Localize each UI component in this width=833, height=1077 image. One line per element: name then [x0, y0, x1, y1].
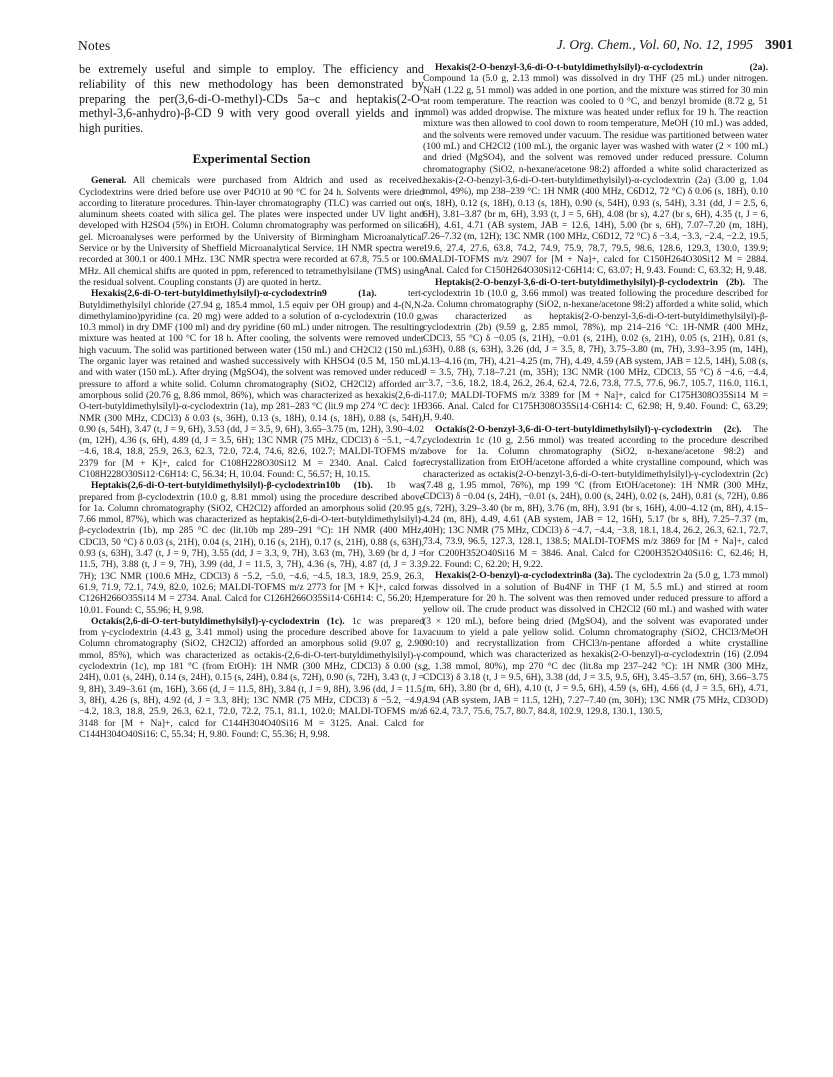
procedure-2a: [423, 62, 768, 277]
page-number: 3901: [765, 38, 793, 53]
procedure-1b-body: 1b was prepared from β-cyclodextrin (10.0 g, 8.81 mmol) using the procedure described above for 1a. Column chromatography (SiO2, CH2Cl2) afforded an amorphous solid (20.95 g, 7.66 mmol, 87%), which was characterized as heptakis(2,6-di-O-tert-butyldimethylsilyl)-β-cyclodextrin (1b), mp 285 °C dec (lit.10b mp 289–291 °C): 1H NMR (400 MHz, CDCl3, 50 °C) δ 0.03 (s, 21H), 0.04 (s, 21H), 0.16 (s, 21H), 0.17 (s, 21H), 0.88 (s, 63H), 0.93 (s, 63H), 3.47 (t, J = 9, 7H), 3.55 (dd, J = 3.3, 9, 7H), 3.63 (m, 7H), 3.69 (br d, J = 11.5, 7H), 3.88 (t, J = 9, 7H), 3.99 (dd, J = 11.5, 3, 7H), 4.36 (s, 7H), 4.87 (d, J = 3.3, 7H); 13C NMR (100.6 MHz, CDCl3) δ −5.2, −5.0, −4.6, −4.5, 18.3, 18.9, 25.9, 26.3, 61.9, 71.9, 72.1, 74.9, 82.0, 102.6; MALDI-TOFMS m/z 2773 for [M + K]+, calcd for C126H266O35Si14 M = 2734. Anal. Calcd for C126H266O35Si14·C6H14: C, 56.20; H, 10.01. Found: C, 55.96; H, 9.98.: [79, 480, 424, 616]
procedure-2a-title: Hexakis(2-O-benzyl-3,6-di-O-t-butyldimethylsilyl)-α-cyclodextrin (2a).: [435, 62, 768, 73]
procedure-2b-title: Heptakis(2-O-benzyl-3,6-di-O-tert-butyldimethylsilyl)-β-cyclodextrin (2b).: [435, 276, 746, 288]
running-head-journal: [557, 37, 793, 54]
procedure-2b: [423, 277, 768, 424]
general-run-in-title: General.: [91, 175, 127, 187]
procedure-1b-title: Heptakis(2,6-di-O-tert-butyldimethylsilyl)-β-cyclodextrin10b (1b).: [91, 480, 373, 492]
procedure-2b-body: The cyclodextrin 1b (10.0 g, 3.66 mmol) was treated following the procedure described for 2a. Column chromatography (SiO2, n-hexane/acetone 98:2) afforded a white solid, which was characterized as heptakis(2-O-benzyl-3,6-di-O-tert-butyldimethylsilyl)-β-cyclodextrin (2b) (9.59 g, 2.85 mmol, 78%), mp 214–216 °C: 1H-NMR (400 MHz, CDCl3, 55 °C) δ −0.05 (s, 21H), −0.01 (s, 21H), 0.02 (s, 21H), 0.05 (s, 21H), 0.81 (s, 63H), 0.88 (s, 63H), 3.26 (dd, J = 3.5, 8, 7H), 3.75–3.80 (m, 7H), 3.93–3.95 (m, 14H), 4.13–4.16 (m, 7H), 4.21–4.25 (m, 7H), 4.49, 4.59 (AB system, JAB = 12.5, 14H), 5.08 (s, J = 3.5, 7H), 7.18–7.21 (m, 35H); 13C NMR (100 MHz, CDCl3, 55 °C) δ −4.6, −4.4, −3.7, −3.6, 18.2, 18.4, 26.2, 26.4, 62.4, 72.6, 73.8, 77.5, 77.6, 96.7, 105.7, 116.0, 116.1, 117.0; MALDI-TOFMS m/z 3389 for [M + Na]+, calcd for C175H308O35Si14 M = 3366. Anal. Calcd for C175H308O35Si14·C6H14: C, 62.98; H, 9.40. Found: C, 63.29; H, 9.40.: [423, 276, 768, 424]
procedure-2a-body: Compound 1a (5.0 g, 2.13 mmol) was dissolved in dry THF (25 mL) under nitrogen. NaH (1.22 g, 51 mmol) was added in one portion, and the mixture was stirred for 30 min at room temperature. The reaction was cooled to 0 °C, and benzyl bromide (8.72 g, 51 mmol) was added dropwise. The mixture was heated under reflux for 19 h. The reaction mixture was then allowed to cool down to room temperature, MeOH (10 mL) was added, and the solvents were removed under vacuum. The residue was partitioned between water (100 mL) and CH2Cl2 (100 mL), the organic layer was washed with water (2 × 100 mL) and dried (MgSO4), and the solvent was removed under reduced pressure. Column chromatography (SiO2, n-hexane/acetone 98:2) afforded a white solid characterized as hexakis-(2-O-benzyl-3,6-di-O-tert-butyldimethylsilyl)-α-cyclodextrin (2a) (3.00 g, 1.04 mmol, 49%), mp 238–239 °C: 1H NMR (400 MHz, C6D12, 72 °C) δ 0.06 (s, 18H), 0.10 (s, 18H), 0.12 (s, 18H), 0.13 (s, 18H), 0.90 (s, 54H), 0.93 (s, 54H), 3.31 (dd, J = 2.5, 6, 6H), 3.81–3.87 (br m, 6H), 3.93 (t, J = 5, 6H), 4.08 (br s), 4.27 (br s, 6H), 4.35 (t, J = 6, 6H), 4.61, 4.71 (AB system, JAB = 12.6, 14H), 5.00 (br s, 6H), 7.07–7.20 (m, 18H), 7.26–7.32 (m, 12H); 13C NMR (100 MHz, C6D12, 72 °C) δ −3.4, −3.3, −2.4, −2.2, 19.5, 19.6, 27.4, 27.6, 63.8, 74.2, 74.9, 75.9, 78.7, 79.5, 98.6, 128.6, 129.3, 130.0, 139.9; MALDI-TOFMS m/z 2907 for [M + Na]+, calcd for C150H264O30Si12 M = 2884. Anal. Calcd for C150H264O30Si12·C6H14: C, 63.07; H, 9.43. Found: C, 63.32; H, 9.48.: [423, 73, 768, 277]
procedure-2c-body: The cyclodextrin 1c (10 g, 2.56 mmol) was treated according to the procedure described above for 1a. Column chromatography (SiO2, n-hexane/acetone 98:2) and recrystallization from EtOH/acetone afforded a white crystalline compound, which was characterized as octakis(2-O-benzyl-3,6-di-O-tert-butyldimethylsilyl)-γ-cyclodextrin (2c) (7.48 g, 1.95 mmol, 76%), mp 199 °C (from EtOH/acetone): 1H NMR (300 MHz, CDCl3) δ −0.04 (s, 24H), −0.01 (s, 24H), 0.00 (s, 24H), 0.02 (s, 24H), 0.81 (s, 72H), 0.86 (s, 72H), 3.29–3.40 (br m, 8H), 3.76 (m, 8H), 3.91 (br s, 16H), 4.00–4.12 (m, 8H), 4.15–4.24 (m, 8H), 4.49, 4.61 (AB system, JAB = 12, 16H), 5.17 (br s, 8H), 7.25–7.37 (m, 40H); 13C NMR (75 MHz, CDCl3) δ −4.7, −4.4, −3.8, 18.1, 18.4, 26.2, 26.3, 62.1, 72.7, 73.4, 73.9, 96.5, 127.3, 128.1, 138.5; MALDI-TOFMS m/z 3869 for [M + Na]+, calcd for C200H352O40Si16 M = 3846. Anal. Calcd for C200H352O40Si16: C, 62.46; H, 9.22. Found: C, 62.20; H, 9.22.: [423, 423, 768, 571]
procedure-1a-title: Hexakis(2,6-di-O-tert-butyldimethylsilyl)-α-cyclodextrin9 (1a).: [91, 288, 377, 300]
procedure-1c-body: 1c was prepared from γ-cyclodextrin (4.43 g, 3.41 mmol) using the procedure described above for 1a. Column chromatography (SiO2, CH2Cl2) afforded an amorphous solid (9.07 g, 2.90 mmol, 85%), which was characterized as octakis-(2,6-di-O-tert-butyldimethylsilyl)-γ-cyclodextrin (1c), mp 181 °C (from EtOH): 1H NMR (300 MHz, CDCl3) δ 0.00 (s, 24H), 0.01 (s, 24H), 0.14 (s, 24H), 0.15 (s, 24H), 0.84 (s, 72H), 0.90 (s, 72H), 3.43 (t, J = 9, 8H), 3.49–3.61 (m, 16H), 3.66 (d, J = 11.5, 8H), 3.84 (t, J = 9, 8H), 3.96 (dd, J = 11.5, 3, 8H), 4.26 (s, 8H), 4.92 (d, J = 3.3, 8H); 13C NMR (75 MHz, CDCl3) δ −5.2, −4.9, −4.2, 18.3, 18.8, 25.9, 26.3, 62.1, 72.0, 72.2, 75.1, 81.1, 102.0; MALDI-TOFMS m/z 3148 for [M + Na]+, calcd for C144H304O40Si16 M = 3125. Anal. Calcd for C144H304O40Si16: C, 55.34; H, 9.80. Found: C, 55.36; H, 9.98.: [79, 615, 424, 740]
procedure-1a: [79, 288, 424, 480]
procedure-3a-body: The cyclodextrin 2a (5.0 g, 1.73 mmol) was dissolved in a solution of Bu4NF in THF (1 M, 5.5 mL) and stirred at room temperature for 20 h. The solvent was then removed under reduced pressure to afford a yellow oil. The crude product was dissolved in CH2Cl2 (60 mL) and washed with water (3 × 120 mL), before being dried (MgSO4), and the solvent was evaporated under vacuum to yield a pale yellow solid. Column chromatography (SiO2, CHCl3/MeOH 90:10) and recrystallization from CHCl3/n-pentane afforded a white crystalline compound, which was characterized as hexakis(2-O-benzyl)-α-cyclodextrin (16) (2.094 g, 1.38 mmol, 80%), mp 270 °C dec (lit.8a mp 237–242 °C): 1H NMR (300 MHz, CDCl3) δ 3.18 (t, J = 9.5, 6H), 3.38 (dd, J = 3.5, 9.5, 6H), 3.45–3.57 (m, 6H), 3.66–3.75 (m, 6H), 3.80 (br d, 6H), 4.10 (t, J = 9.5, 6H), 4.59 (s, 6H), 4.66 (d, J = 3.5, 6H), 4.71, 4.94 (AB system, JAB = 11.5, 12H), 7.27–7.40 (m, 30H); 13C NMR (75 MHz, CD3OD) δ 62.4, 73.7, 75.6, 75.7, 80.7, 84.8, 102.9, 129.8, 130.1, 130.5,: [423, 570, 768, 717]
procedure-1c-title: Octakis(2,6-di-O-tert-butyldimethylsilyl)-γ-cyclodextrin (1c).: [91, 615, 345, 627]
procedure-1b: [79, 480, 424, 616]
running-head-section: Notes: [78, 38, 111, 53]
procedure-2c-title: Octakis(2-O-benzyl-3,6-di-O-tert-butyldimethylsilyl)-γ-cyclodextrin (2c).: [435, 423, 742, 435]
general-body: All chemicals were purchased from Aldrich and used as received. Cyclodextrins were dried before use over P4O10 at 90 °C for 24 h. Solvents were dried according to literature procedures. Thin-layer chromatography (TLC) was carried out on aluminum sheets coated with silica gel. The plates were inspected under UV light and developed with H2SO4 (5%) in EtOH. Column chromatography was performed on silica gel. Microanalyses were performed by the University of Birmingham Microanalytical Service or by the University of Sheffield Microanalytical Service. 1H NMR spectra were recorded at 300.1 or 400.1 MHz. 13C NMR spectra were recorded at 67.8, 75.5 or 100.6 MHz. All chemical shifts are quoted in ppm, referenced to tetramethylsilane (TMS) using the residual solvent. Coupling constants (J) are quoted in hertz.: [79, 175, 424, 288]
procedure-1c: [79, 616, 424, 740]
right-column: [423, 62, 768, 717]
journal-citation: J. Org. Chem., Vol. 60, No. 12, 1995: [556, 37, 753, 52]
procedure-2c: [423, 424, 768, 571]
intro-paragraph: be extremely useful and simple to employ. The efficiency and reliability of this new methodology has been demonstrated by preparing the per(3,6-di-O-methyl)-CDs 5a–c and heptakis(2-O-methyl-3,6-anhydro)-β-CD 9 with very good overall yields and in high purities.: [79, 62, 424, 136]
procedure-3a-title: Hexakis(2-O-benzyl)-α-cyclodextrin8a (3a).: [435, 570, 613, 582]
left-column: [79, 62, 424, 740]
procedure-1a-body: tert-Butyldimethylsilyl chloride (27.94 g, 185.4 mmol, 1.5 equiv per OH group) and 4-(N,N-dimethylamino)pyridine (ca. 20 mg) were added to a solution of α-cyclodextrin (10.0 g, 10.3 mmol) in dry DMF (100 ml) and dry pyridine (60 mL) under nitrogen. The resulting mixture was heated at 100 °C for 18 h. After cooling, the solvents were removed under high vacuum. The solid was partitioned between water (150 mL) and CH2Cl2 (150 mL). The organic layer was retained and washed successively with KHSO4 (0.5 M, 150 mL) and with water (150 mL). After drying (MgSO4), the solvent was removed under reduced pressure to afford a white solid. Column chromatography (SiO2, CH2Cl2) afforded an amorphous solid (20.76 g, 8.86 mmol, 86%), which was characterized as hexakis(2,6-di-O-tert-butyldimethylsilyl)-α-cyclodextrin (1a), mp 281–283 °C (lit.9 mp 274 °C dec): 1H NMR (300 MHz, CDCl3) δ 0.03 (s, 36H), 0.13 (s, 18H), 0.14 (s, 18H), 0.88 (s, 54H), 0.90 (s, 54H), 3.47 (t, J = 9, 6H), 3.53 (dd, J = 3.5, 9, 6H), 3.65–3.75 (m, 12H), 3.90–4.02 (m, 12H), 4.36 (s, 6H), 4.89 (d, J = 3.5, 6H); 13C NMR (75 MHz, CDCl3) δ −5.1, −4.7, −4.6, 18.4, 18.8, 25.9, 26.3, 62.3, 72.0, 72.4, 74.6, 82.6, 102.7; MALDI-TOFMS m/z 2379 for [M + K]+, calcd for C108H228O30Si12 M = 2340. Anal. Calcd for C108H228O30Si12·C6H14: C, 56.34; H, 10.04. Found: C, 56.57; H, 10.15.: [79, 288, 424, 480]
section-title: Experimental Section: [192, 151, 311, 166]
general-paragraph: [79, 175, 424, 288]
procedure-3a: [423, 570, 768, 717]
